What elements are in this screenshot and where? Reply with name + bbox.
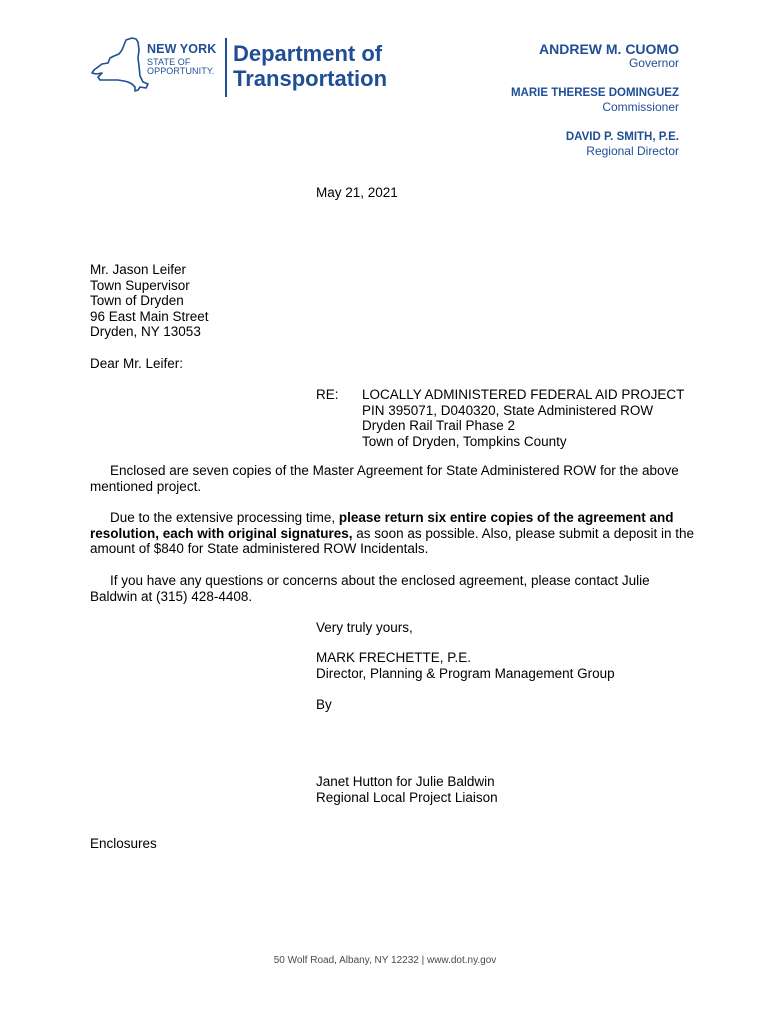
re-line-project-name: Dryden Rail Trail Phase 2 bbox=[362, 418, 516, 434]
logo-line-state-of: STATE OF bbox=[147, 57, 191, 67]
nys-logo bbox=[88, 36, 238, 100]
re-label: RE: bbox=[316, 387, 339, 402]
regional-director-name: DAVID P. SMITH, P.E. bbox=[565, 131, 679, 143]
paragraph-processing bbox=[90, 510, 695, 557]
paragraph-enclosed-text: Enclosed are seven copies of the Master Agreement for State Administered ROW for the above mentioned project. bbox=[90, 463, 679, 494]
governor-name: ANDREW M. CUOMO bbox=[539, 41, 679, 57]
salutation: Dear Mr. Leifer: bbox=[90, 356, 184, 371]
recipient-organization: Town of Dryden bbox=[90, 293, 184, 309]
recipient-street: 96 East Main Street bbox=[90, 308, 209, 324]
re-subject bbox=[362, 387, 684, 449]
recipient-city: Dryden, NY 13053 bbox=[90, 324, 201, 340]
recipient-name: Mr. Jason Leifer bbox=[90, 262, 187, 277]
re-line-pin: PIN 395071, D040320, State Administered ROW bbox=[362, 402, 654, 418]
closing: Very truly yours, bbox=[316, 620, 413, 635]
re-line-location: Town of Dryden, Tompkins County bbox=[362, 433, 567, 449]
agent-block bbox=[316, 774, 498, 805]
logo-divider bbox=[225, 38, 227, 97]
by-label: By bbox=[316, 697, 332, 712]
letter-date: May 21, 2021 bbox=[316, 185, 398, 200]
new-york-state-outline-icon bbox=[88, 36, 150, 98]
enclosures-label: Enclosures bbox=[90, 836, 157, 851]
signer-block bbox=[316, 650, 615, 681]
commissioner-name: MARIE THERESE DOMINGUEZ bbox=[510, 87, 679, 99]
agent-name: Janet Hutton for Julie Baldwin bbox=[316, 774, 495, 789]
paragraph-contact-text: If you have any questions or concerns about the enclosed agreement, please contact Julie Baldwin at (315) 428-4408. bbox=[90, 573, 650, 604]
logo-line-new-york: NEW YORK bbox=[147, 42, 217, 56]
logo-line-opportunity: OPPORTUNITY. bbox=[147, 66, 215, 76]
paragraph-processing-emphasis: please return six entire copies of the agreement and resolution, each with original signatures, bbox=[90, 510, 674, 541]
recipient-address bbox=[90, 262, 209, 340]
agent-title: Regional Local Project Liaison bbox=[316, 789, 498, 805]
paragraph-processing-rest: as soon as possible. Also, please submit a deposit in the amount of $840 for State administered ROW Incidentals. bbox=[90, 525, 695, 557]
recipient-title: Town Supervisor bbox=[90, 277, 190, 293]
governor-title: Governor bbox=[628, 56, 679, 70]
department-title: Department of Transportation bbox=[233, 41, 388, 91]
regional-director-title: Regional Director bbox=[586, 144, 679, 158]
commissioner-title: Commissioner bbox=[602, 100, 679, 114]
paragraph-contact bbox=[90, 573, 695, 604]
signer-title: Director, Planning & Program Management Group bbox=[316, 665, 615, 681]
officials-block bbox=[511, 42, 679, 158]
paragraph-processing-intro: Due to the extensive processing time, bbox=[110, 510, 339, 525]
footer-address: 50 Wolf Road, Albany, NY 12232 | www.dot.ny.gov bbox=[273, 955, 497, 966]
paragraph-enclosed bbox=[90, 463, 695, 494]
re-line-project-type: LOCALLY ADMINISTERED FEDERAL AID PROJECT bbox=[362, 387, 685, 402]
signer-name: MARK FRECHETTE, P.E. bbox=[316, 650, 472, 665]
